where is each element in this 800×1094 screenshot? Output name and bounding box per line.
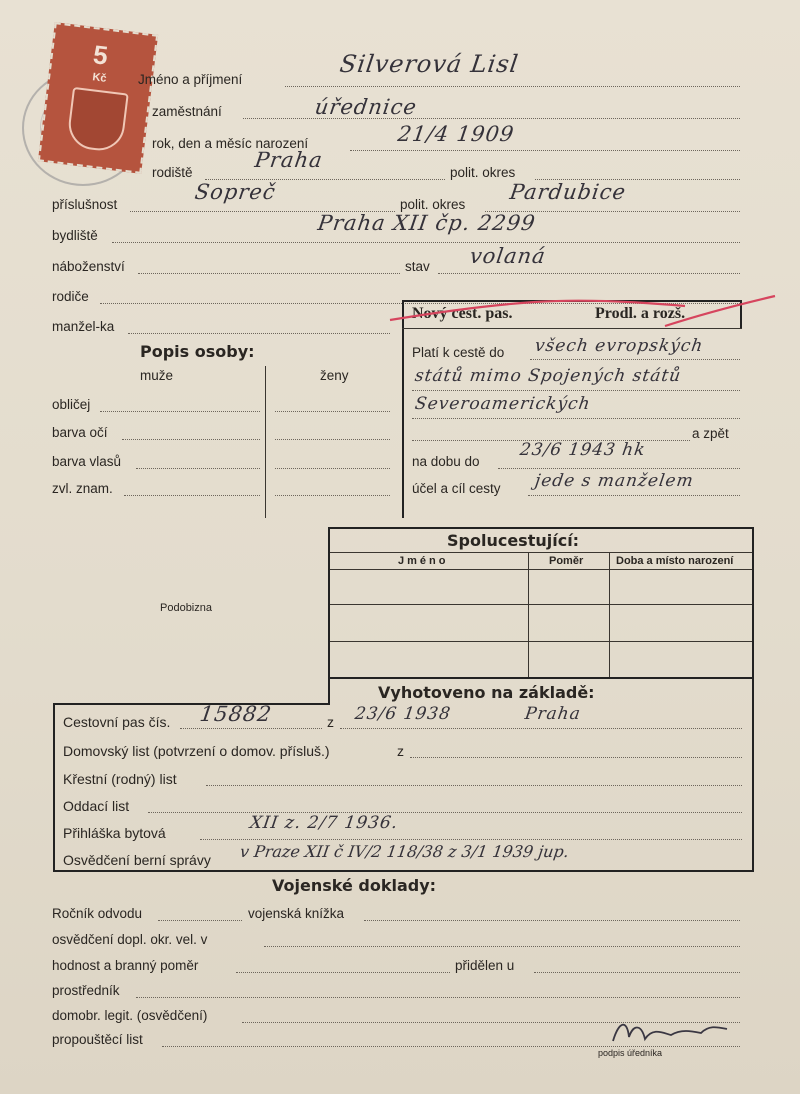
new-passport-label: Nový cest. pas. <box>412 305 513 322</box>
year-line <box>158 920 242 921</box>
companions-row-1 <box>330 604 752 605</box>
status-label: stav <box>405 259 430 274</box>
passport-box-left <box>402 300 404 518</box>
passport-place-value: Praha <box>523 704 583 724</box>
name-line <box>285 86 740 87</box>
valid-line-1 <box>530 359 740 360</box>
eyes-line-f <box>275 439 390 440</box>
offense-line <box>136 997 740 998</box>
citizenship-label: příslušnost <box>52 197 118 212</box>
marks-line-f <box>275 495 390 496</box>
domicile-line <box>410 757 742 758</box>
registration-label: Přihláška bytová <box>63 825 166 841</box>
residence-line <box>112 242 740 243</box>
birthdate-line <box>350 150 740 151</box>
companions-top <box>328 527 754 529</box>
residence-label: bydliště <box>52 228 98 243</box>
residence-value: Praha XII čp. 2299 <box>316 211 538 235</box>
domicile-label: Domovský list (potvrzení o domov. přísluš.) <box>63 743 330 759</box>
period-value: 23/6 1943 hk <box>518 440 647 460</box>
occupation-label: zaměstnání <box>152 104 222 119</box>
red-strike-marks <box>385 288 785 332</box>
birthplace-value: Praha <box>253 148 325 172</box>
baptism-line <box>206 785 742 786</box>
col-name: Jméno <box>398 555 449 567</box>
basis-left <box>53 703 55 872</box>
birthplace-label: rodiště <box>152 165 193 180</box>
signature-label: podpis úředníka <box>598 1048 663 1058</box>
period-line <box>498 468 740 469</box>
stamp-emblem <box>66 87 129 153</box>
companions-bottom <box>328 677 754 679</box>
companions-head-bottom <box>330 569 752 570</box>
occupation-value: úřednice <box>313 95 419 119</box>
spouse-line <box>128 333 390 334</box>
name-label: Jméno a příjmení <box>138 72 243 87</box>
book-line <box>364 920 740 921</box>
passport-from-value: 23/6 1938 <box>353 704 453 724</box>
valid-value-2: států mimo Spojených států <box>413 366 683 386</box>
purpose-value: jede s manželem <box>533 471 696 491</box>
district2-value: Pardubice <box>508 180 628 204</box>
tax-value: v Praze XII č IV/2 118/38 z 3/1 1939 jup. <box>238 842 571 861</box>
district-label: polit. okres <box>450 165 516 180</box>
hair-label: barva vlasů <box>52 454 122 469</box>
face-line-f <box>275 411 390 412</box>
companions-title: Spolucestující: <box>447 531 580 550</box>
discharge-label: propouštěcí list <box>52 1032 143 1047</box>
offense-label: prostředník <box>52 983 120 998</box>
col-divider-1 <box>528 552 529 677</box>
cert-line <box>264 946 740 947</box>
status-line <box>438 273 740 274</box>
name-value: Silverová Lisl <box>338 50 521 78</box>
marks-label: zvl. znam. <box>52 481 113 496</box>
hair-line-m <box>136 468 260 469</box>
legit-label: domobr. legit. (osvědčení) <box>52 1008 208 1023</box>
stamp-currency: Kč <box>91 71 108 85</box>
extension-label: Prodl. a rozš. <box>595 305 686 322</box>
baptism-label: Křestní (rodný) list <box>63 771 177 787</box>
passport-from-line <box>340 728 742 729</box>
district2-label: polit. okres <box>400 197 466 212</box>
basis-top <box>53 703 330 705</box>
registration-value: XII z. 2/7 1936. <box>248 813 400 833</box>
valid-line-3 <box>412 418 740 419</box>
official-signature <box>605 1015 745 1049</box>
col-relation: Poměr <box>549 555 584 567</box>
passport-from-label: z <box>327 714 334 730</box>
purpose-line <box>528 495 740 496</box>
face-label: obličej <box>52 397 91 412</box>
status-value: volaná <box>468 244 548 268</box>
book-label: vojenská knížka <box>248 906 345 921</box>
year-label: Ročník odvodu <box>52 906 143 921</box>
valid-label: Platí k cestě do <box>412 345 505 360</box>
col-birth: Doba a místo narození <box>616 555 734 567</box>
assigned-line <box>534 972 740 973</box>
description-title: Popis osoby: <box>140 342 255 361</box>
period-label: na dobu do <box>412 454 480 469</box>
valid-line-2 <box>412 390 740 391</box>
birthdate-value: 21/4 1909 <box>396 122 516 146</box>
rank-label: hodnost a branný poměr <box>52 958 199 973</box>
cert-label: osvědčení dopl. okr. vel. v <box>52 932 208 947</box>
registration-line <box>200 839 742 840</box>
spouse-label: manžel-ka <box>52 319 115 334</box>
passport-no-value: 15882 <box>198 702 274 726</box>
revenue-stamp <box>38 22 158 174</box>
stamp-value: 5 <box>91 39 110 71</box>
basis-bottom <box>53 870 754 872</box>
female-label: ženy <box>320 368 349 383</box>
eyes-line-m <box>122 439 260 440</box>
citizenship-value: Sopreč <box>193 180 278 204</box>
parents-label: rodiče <box>52 289 89 304</box>
basis-title: Vyhotoveno na základě: <box>378 683 595 702</box>
companions-head-top <box>330 552 752 553</box>
return-label: a zpět <box>692 426 729 441</box>
eyes-label: barva očí <box>52 425 108 440</box>
tax-label: Osvědčení berní správy <box>63 852 211 868</box>
valid-value-1: všech evropských <box>533 336 705 356</box>
birthdate-label: rok, den a měsíc narození <box>152 136 309 151</box>
domicile-from-label: z <box>397 743 404 759</box>
passport-no-label: Cestovní pas čís. <box>63 714 171 730</box>
rank-line <box>236 972 450 973</box>
companions-row-2 <box>330 641 752 642</box>
religion-line <box>138 273 400 274</box>
description-divider <box>265 366 266 518</box>
marks-line-m <box>124 495 260 496</box>
passport-no-line <box>180 728 322 729</box>
marriage-line <box>148 812 742 813</box>
marriage-label: Oddací list <box>63 798 130 814</box>
hair-line-f <box>275 468 390 469</box>
companions-right <box>752 527 754 872</box>
valid-value-3: Severoamerických <box>413 394 592 414</box>
purpose-label: účel a cíl cesty <box>412 481 501 496</box>
male-label: muže <box>140 368 174 383</box>
military-title: Vojenské doklady: <box>272 876 437 895</box>
photo-label: Podobizna <box>160 602 212 614</box>
face-line-m <box>100 411 260 412</box>
religion-label: náboženství <box>52 259 125 274</box>
col-divider-2 <box>609 552 610 677</box>
assigned-label: přidělen u <box>455 958 515 973</box>
